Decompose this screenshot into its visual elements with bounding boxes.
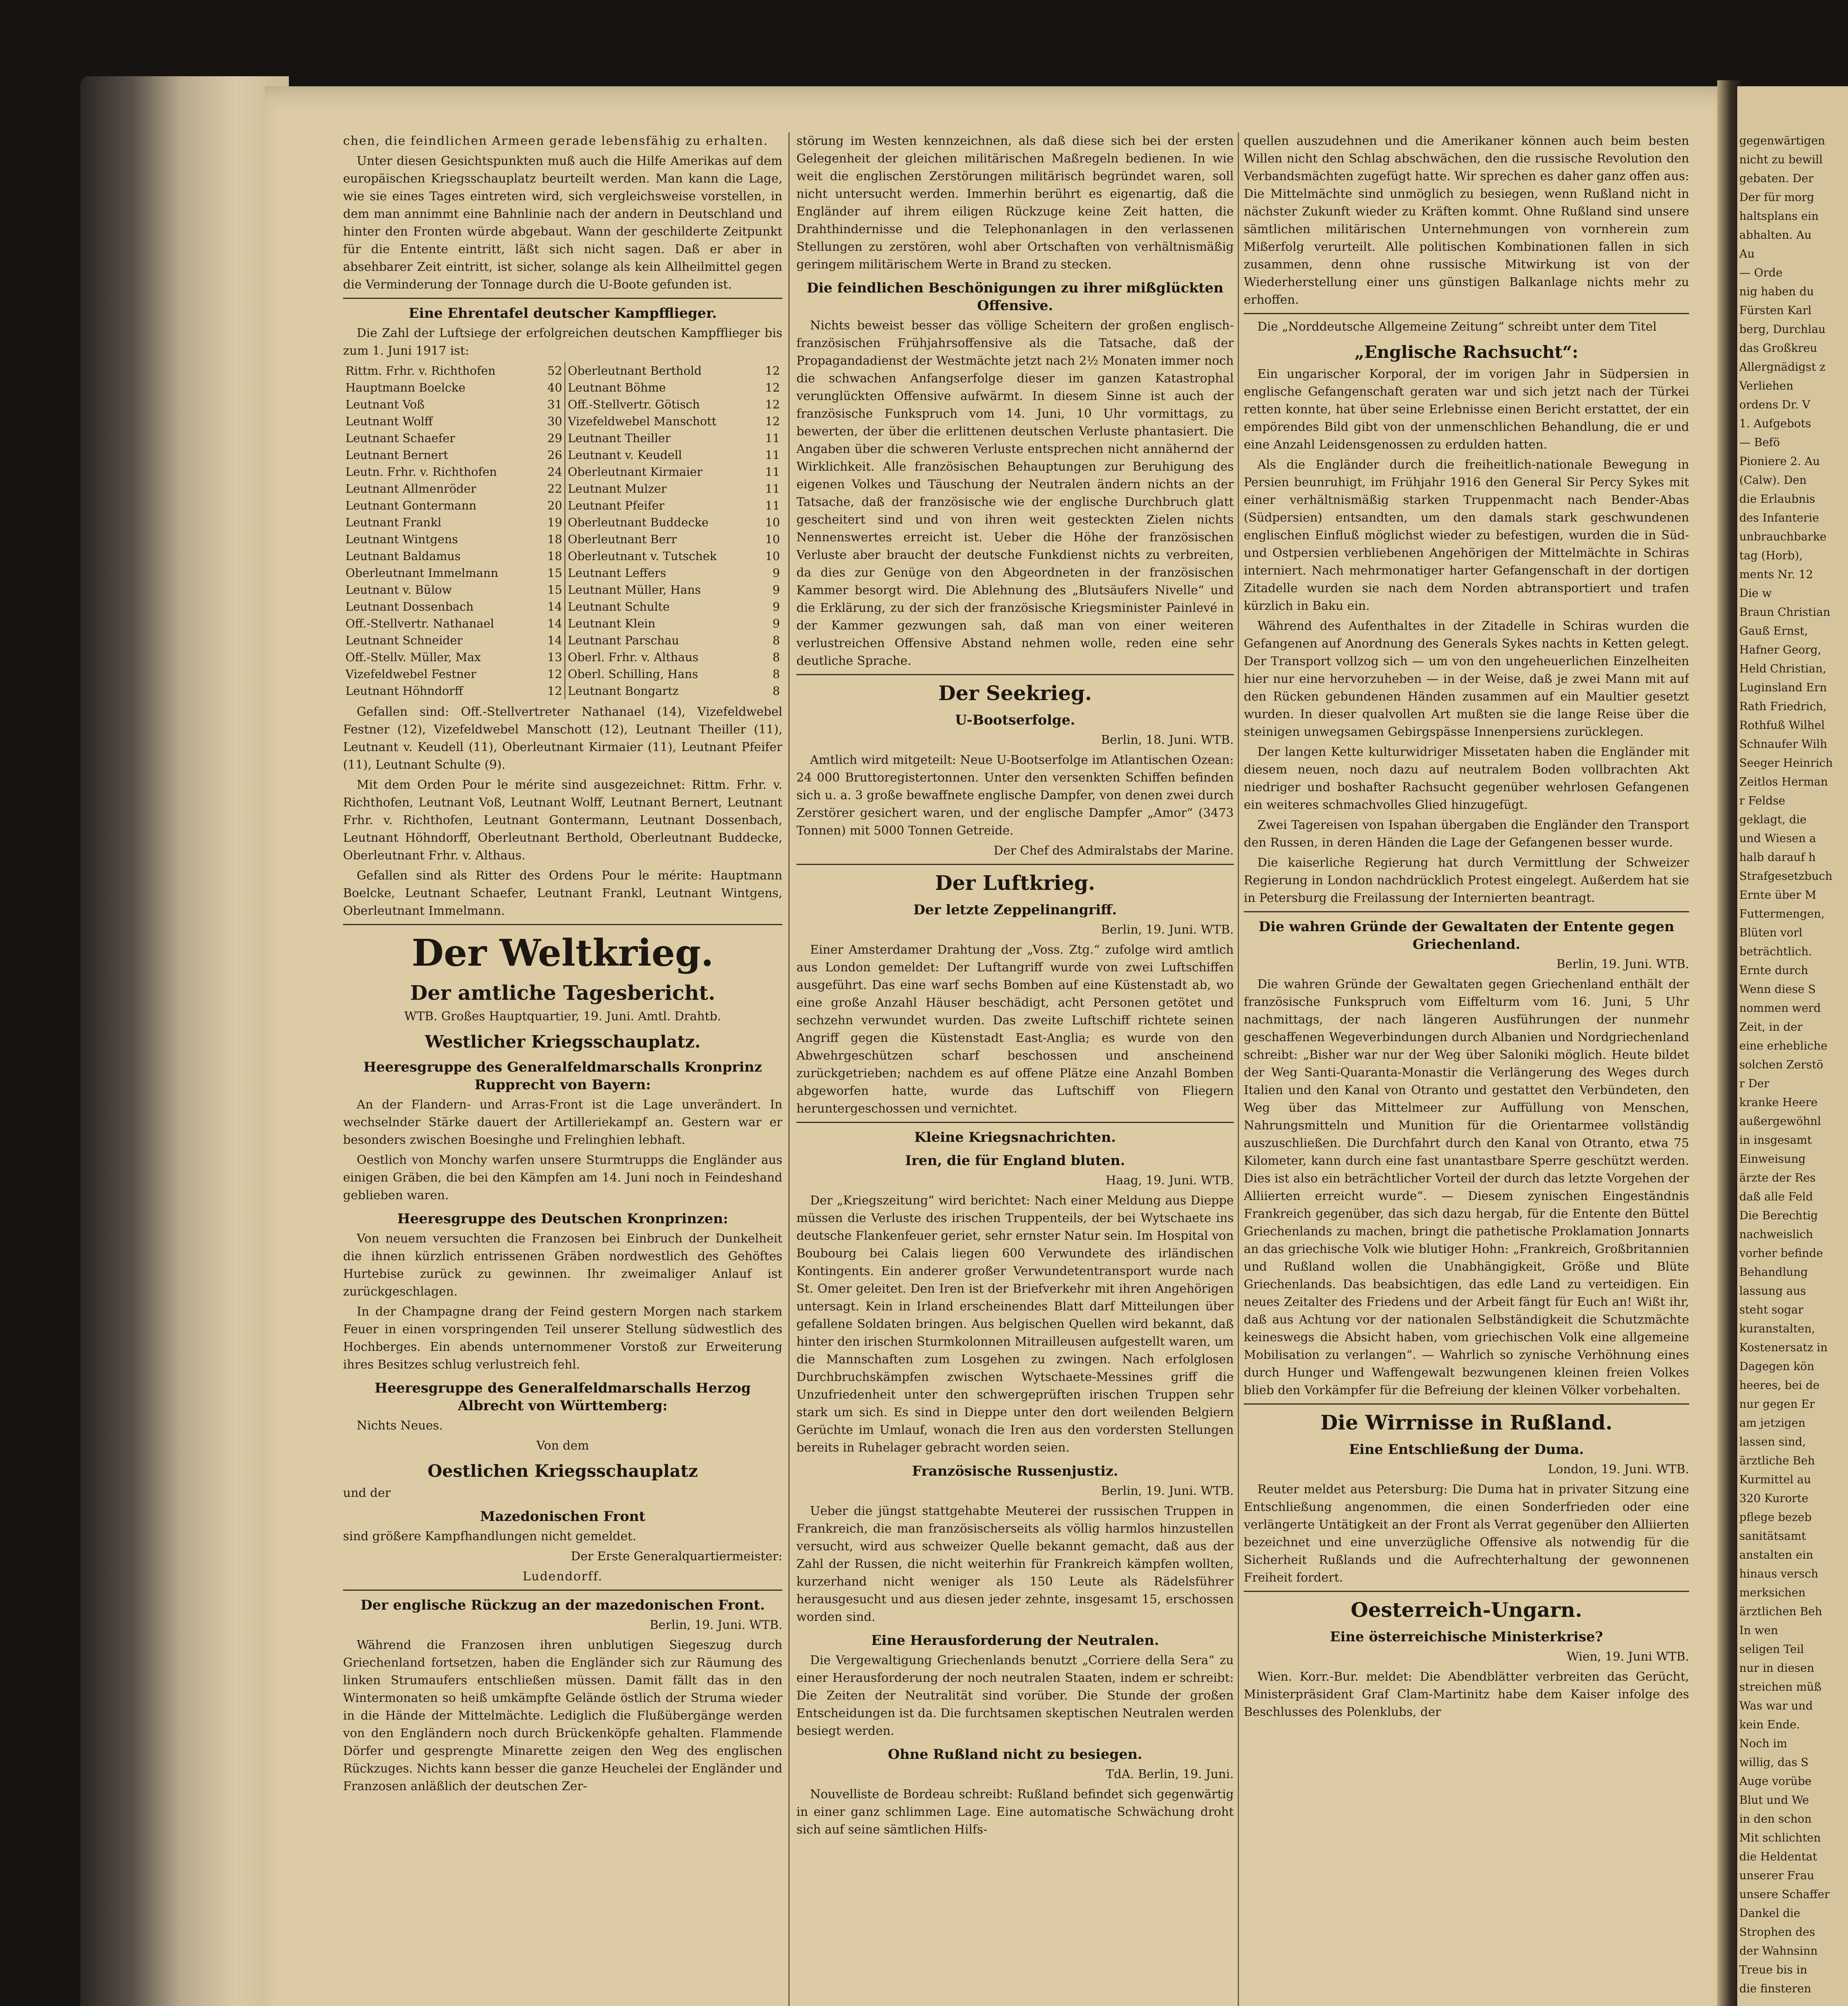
roll-name: Off.-Stellvertr. Götisch xyxy=(565,396,753,413)
roll-name: Leutnant Allmenröder xyxy=(345,482,477,495)
roll-name: Oberleutnant Kirmaier xyxy=(565,463,753,480)
army-group-rupprecht-title: Heeresgruppe des Generalfeldmarschalls Kronprinz Rupprecht von Bayern: xyxy=(363,1059,762,1093)
paragraph: sind größere Kampfhandlungen nicht gemeldet. xyxy=(343,1529,636,1543)
cutoff-line: nur in diesen xyxy=(1739,1661,1814,1675)
paragraph: Ein ungarischer Korporal, der im vorigen Jahr in Südpersien in englische Gefangenschaft geraten war und sich jetzt nach der Türkei retten konnte, hat über seine Erlebnisse einen Bericht erstattet, der ein empörendes Bild gibt von der unmenschlichen Behandlung, die er und eine Anzahl Leidensgenossen zu erdulden hatten. xyxy=(1244,367,1689,452)
east-front-title: Oestlichen Kriegsschauplatz xyxy=(427,1461,698,1481)
roll-name: Leutnant Parschau xyxy=(565,632,753,649)
luftkrieg-title: Der Luftkrieg. xyxy=(935,871,1095,895)
cutoff-line: Schnaufer Wilh xyxy=(1739,737,1828,751)
roll-name: Leutnant Schneider xyxy=(345,633,463,647)
honor-roll-row xyxy=(343,447,782,463)
divider xyxy=(343,298,782,299)
honor-roll-row xyxy=(343,531,782,548)
honor-roll-row xyxy=(343,396,782,413)
honor-roll-row xyxy=(343,666,782,682)
column-1 xyxy=(343,132,782,2006)
seekrieg-title: Der Seekrieg. xyxy=(938,681,1092,705)
cutoff-line: Wenn diese S xyxy=(1739,983,1816,996)
roll-name: Rittm. Frhr. v. Richthofen xyxy=(345,364,496,378)
honor-roll-row xyxy=(343,615,782,632)
roll-name: Leutnant Müller, Hans xyxy=(565,581,753,598)
cutoff-line: Ernte durch xyxy=(1739,964,1808,977)
cutoff-line: Auge vorübe xyxy=(1739,1775,1812,1788)
cutoff-line: ments Nr. 12 xyxy=(1739,568,1813,581)
divider xyxy=(1244,1403,1689,1405)
iren-title: Iren, die für England bluten. xyxy=(905,1153,1125,1169)
roll-count: 10 xyxy=(765,549,780,563)
divider xyxy=(1244,911,1689,912)
cutoff-line: r Feldse xyxy=(1739,794,1785,807)
cutoff-line: Seeger Heinrich xyxy=(1739,756,1833,770)
roll-count: 20 xyxy=(547,499,563,512)
duma-title: Eine Entschließung der Duma. xyxy=(1349,1442,1584,1458)
paragraph: Nouvelliste de Bordeau schreibt: Rußland befindet sich gegenwärtig in einer ganz schlimmen Lage. Eine automatische Schwächung droht sich auf seine sämtlichen Hilfs- xyxy=(796,1787,1234,1837)
divider xyxy=(1244,313,1689,314)
roll-name: Leutnant Wintgens xyxy=(345,532,458,546)
honor-roll-row xyxy=(343,632,782,649)
roll-name: Oberl. Schilling, Hans xyxy=(565,666,753,682)
cutoff-line: (Calw). Den xyxy=(1739,473,1807,487)
roll-count: 26 xyxy=(547,448,563,462)
paragraph: Von neuem versuchten die Franzosen bei Einbruch der Dunkelheit die ihnen kürzlich entrissenen Gräben nordwestlich des Gehöftes Hurtebise zurück zu gewinnen. Ihr zweimaliger Anlauf ist zurückgeschlagen. xyxy=(343,1232,782,1299)
cutoff-line: kuranstalten, xyxy=(1739,1322,1816,1335)
roll-count: 11 xyxy=(765,465,780,479)
cutoff-line: Was war und xyxy=(1739,1699,1813,1712)
paragraph: Oestlich von Monchy warfen unsere Sturmtrupps die Engländer aus einigen Gräben, die bei den Kämpfen am 14. Juni noch in Feindeshand geblieben waren. xyxy=(343,1153,782,1202)
signature-name: Ludendorff. xyxy=(522,1569,603,1584)
honor-roll-row xyxy=(343,463,782,480)
cutoff-line: 1. Aufgebots xyxy=(1739,417,1811,430)
cutoff-line: Der für morg xyxy=(1739,191,1814,204)
cutoff-line: heeres, bei de xyxy=(1739,1379,1820,1392)
cutoff-line: Pioniere 2. Au xyxy=(1739,455,1820,468)
cutoff-line: außergewöhnl xyxy=(1739,1115,1821,1128)
paragraph: Nichts Neues. xyxy=(357,1419,443,1433)
roll-count: 11 xyxy=(765,499,780,512)
cutoff-line: lassung aus xyxy=(1739,1284,1806,1297)
cutoff-line: gebaten. Der xyxy=(1739,172,1814,185)
zeppelin-title: Der letzte Zeppelinangriff. xyxy=(913,902,1117,918)
roll-name: Leutnant Voß xyxy=(345,398,425,411)
cutoff-line: kein Ende. xyxy=(1739,1718,1800,1731)
cutoff-line: Die Berechtig xyxy=(1739,1209,1818,1222)
cutoff-line: in den schon xyxy=(1739,1812,1812,1825)
army-group-kronprinz-title: Heeresgruppe des Deutschen Kronprinzen: xyxy=(397,1211,728,1227)
paragraph: Reuter meldet aus Petersburg: Die Duma hat in privater Sitzung eine Entschließung angenommen, die einen Sonderfrieden oder eine verlängerte Untätigkeit an der Front als Verrat gegenüber den Alliierten bezeichnet und eine unverzügliche Offensive als notwendig für die Sicherheit Rußlands und die Aufrechterhaltung der gewonnenen Freiheit fordert. xyxy=(1244,1482,1689,1585)
roll-count: 14 xyxy=(547,600,563,613)
honor-roll-row xyxy=(343,682,782,699)
cutoff-line: halb darauf h xyxy=(1739,851,1816,864)
von-dem: Von dem xyxy=(536,1439,589,1453)
cutoff-line: Rothfuß Wilhel xyxy=(1739,719,1825,732)
cutoff-line: Allergnädigst z xyxy=(1739,360,1826,374)
cutoff-line: geklagt, die xyxy=(1739,813,1807,826)
roll-name: Leutnant Klein xyxy=(565,615,753,632)
honor-roll-row xyxy=(343,497,782,514)
roll-name: Leutnant Baldamus xyxy=(345,549,461,563)
roll-count: 12 xyxy=(765,414,780,428)
roll-name: Vizefeldwebel Festner xyxy=(345,667,477,681)
cutoff-line: haltsplans ein xyxy=(1739,209,1819,223)
ministerkrise-title: Eine österreichische Ministerkrise? xyxy=(1330,1629,1603,1645)
zeppelin-dateline: Berlin, 19. Juni. WTB. xyxy=(1101,923,1234,937)
paragraph: Nichts beweist besser das völlige Scheitern der großen englisch-französischen Frühjahrsoffensive als die Tatsache, daß der Propagandadienst der Westmächte jetzt nach 2½ Monaten immer noch die schwachen Anfangserfolge dieser im ganzen Katastrophal verunglückten Offensive aufwärmt. In diesem Sinne ist auch der französische Funkspruch vom 14. Juni, 10 Uhr vormittags, zu bewerten, der über die erlittenen deutschen Verluste phantasiert. Die Angaben über die schweren Verluste entsprechen nicht annähernd der Wirklichkeit. Alle französischen Behauptungen zur Beruhigung des eigenen Volkes und Täuschung der Neutralen ändern nichts an der Tatsache, daß der französische wie der englische Durchbruch glatt gescheitert sind und von ihren weit gesteckten Zielen nichts Nennenswertes erreicht ist. Ueber die Höhe der französischen Verluste aber braucht der deutsche Funkdienst nichts zu verbreiten, da dies zur Genüge von den Abgeordneten in der französischen Kammer besorgt wird. Die Ablehnung des „Blutsäufers Nivelle“ und die Erklärung, zu der sich der französische Kriegsminister Painlevé in der Kammer gezwungen sah, daß man von einer weiteren verlustreichen Offensive Abstand nehmen wolle, reden eine sehr deutliche Sprache. xyxy=(796,319,1234,668)
paragraph: Während die Franzosen ihren unblutigen Siegeszug durch Griechenland fortsetzen, haben die Engländer sich zur Räumung des linken Strumaufers entschließen müssen. Damit fällt das in den Wintermonaten so heiß umkämpfte Gelände östlich der Struma wieder in die Hände der Mittelmächte. Lediglich die Flußübergänge werden von den Engländern noch durch Brückenköpfe gehalten. Flammende Dörfer und gesprengte Minarette zeigen den Weg des englischen Rückzuges. Nichts kann besser die ganze Heuchelei der Engländer und Franzosen anläßlich der deutschen Zer- xyxy=(343,1638,782,1793)
cutoff-line: solchen Zerstö xyxy=(1739,1058,1824,1071)
roll-name: Off.-Stellvertr. Nathanael xyxy=(345,617,494,630)
cutoff-line: ärztlichen Beh xyxy=(1739,1605,1822,1618)
cutoff-line: tag (Horb), xyxy=(1739,549,1803,562)
uboot-title: U-Bootserfolge. xyxy=(955,712,1075,728)
cutoff-line: Blut und We xyxy=(1739,1793,1809,1807)
roll-count: 29 xyxy=(547,431,563,445)
wirrnisse-title: Die Wirrnisse in Rußland. xyxy=(1320,1411,1613,1434)
cutoff-line: Einweisung xyxy=(1739,1152,1806,1165)
cutoff-line: in insgesamt xyxy=(1739,1133,1812,1147)
cutoff-line: nur gegen Er xyxy=(1739,1397,1815,1411)
roll-name: Leutnant Mulzer xyxy=(565,480,753,497)
roll-count: 30 xyxy=(547,414,563,428)
roll-name: Leutnant Wolff xyxy=(345,414,433,428)
west-front-title: Westlicher Kriegsschauplatz. xyxy=(424,1032,701,1052)
honor-roll-row xyxy=(343,598,782,615)
cutoff-line: merksichen xyxy=(1739,1586,1806,1599)
cutoff-line: Kostenersatz in xyxy=(1739,1341,1828,1354)
russenjustiz-dateline: Berlin, 19. Juni. WTB. xyxy=(1101,1484,1234,1498)
cutoff-line: Fürsten Karl xyxy=(1739,304,1811,317)
honor-roll-row xyxy=(343,480,782,497)
divider xyxy=(1244,1591,1689,1592)
roll-count: 12 xyxy=(547,684,563,698)
honor-roll-row xyxy=(343,413,782,430)
roll-count: 8 xyxy=(772,633,780,647)
cutoff-line: Luginsland Ern xyxy=(1739,681,1827,694)
paragraph: Die kaiserliche Regierung hat durch Vermittlung der Schweizer Regierung in London nachdrücklich Protest eingelegt. Außerdem hat sie in Petersburg die Freilassung der Internierten beantragt. xyxy=(1244,856,1689,905)
roll-count: 11 xyxy=(765,431,780,445)
paragraph: chen, die feindlichen Armeen gerade lebensfähig zu erhalten. xyxy=(343,134,768,148)
roll-count: 11 xyxy=(765,482,780,495)
gruende-dateline: Berlin, 19. Juni. WTB. xyxy=(1556,957,1689,971)
roll-name: Leutnant Bongartz xyxy=(565,682,753,699)
cutoff-line: Hafner Georg, xyxy=(1739,643,1822,656)
honor-roll-row xyxy=(343,379,782,396)
cutoff-line: hinaus versch xyxy=(1739,1567,1818,1580)
iren-dateline: Haag, 19. Juni. WTB. xyxy=(1105,1174,1234,1188)
roll-count: 18 xyxy=(547,532,563,546)
cutoff-line: die Erlaubnis xyxy=(1739,492,1816,506)
honor-roll-row xyxy=(343,581,782,598)
paragraph: Während des Aufenthaltes in der Zitadelle in Schiras wurden die Gefangenen auf Anordnung des Generals Sykes nachts in Ketten gelegt. Der Transport vollzog sich — um von den ungeheuerlichen Einzelheiten hier nur eine hervorzuheben — in der Weise, daß je zwei Mann mit auf den Rücken gebundenen Händen zusammen auf ein Maultier gesetzt wurden. In dieser qualvollen Art mußten sie die lange Reise über die steinigen unwegsamen Gebirgspässe Innenpersiens zurücklegen. xyxy=(1244,619,1689,739)
paragraph: Der „Kriegszeitung“ wird berichtet: Nach einer Meldung aus Dieppe müssen die Verluste des irischen Truppenteils, der bei Wytschaete ins deutsche Flankenfeuer geriet, sehr ernster Natur sein. Im Hospital von Boubourg bei Calais liegen 600 Verwundete des irländischen Kontingents. Ein anderer großer Verwundetentransport wurde nach St. Omer geleitet. Den Iren ist der Briefverkehr mit ihren Angehörigen untersagt. Kein in Irland erscheinendes Blatt darf Mitteilungen über gefallene Soldaten bringen. Aus belgischen Quellen wird bekannt, daß hinter den irischen Sturmkolonnen Mitrailleusen aufgestellt waren, um die Mannschaften zum Losgehen zu zwingen. Nach erfolglosen Durchbruchskämpfen zwischen Wytschaete-Messines griff die Unzufriedenheit unter den schwergeprüften irischen Truppen sehr stark um sich. Es sind in Dieppe unter den dort weilenden Belgiern Gerüchte im Umlauf, wonach die Iren aus den vordersten Stellungen bereits in Ruhelager gebracht worden seien. xyxy=(796,1194,1234,1455)
roll-count: 12 xyxy=(547,667,563,681)
paragraph: Amtlich wird mitgeteilt: Neue U-Bootserfolge im Atlantischen Ozean: 24 000 Bruttoregistertonnen. Unter den versenkten Schiffen befinden sich u. a. 3 große bewaffnete englische Dampfer, von denen zwei durch Zerstörer gesichert waren, und der englische Dampfer „Amor“ (3473 Tonnen) mit 5000 Tonnen Getreide. xyxy=(796,753,1234,838)
roll-name: Leutnant Theiller xyxy=(565,430,753,447)
cutoff-line: r Der xyxy=(1739,1077,1769,1090)
paragraph: Unter diesen Gesichtspunkten muß auch die Hilfe Amerikas auf dem europäischen Kriegsschauplatz beurteilt werden. Man kann die Lage, wie sie eines Tages eintreten wird, sich vergleichsweise vorstellen, in dem man annimmt eine Bahnlinie nach der andern in Deutschland und hinter den Fronten würde abgebaut. Wann der geschilderte Zeitpunkt für die Entente eintritt, läßt sich nicht sagen. Daß er aber in absehbarer Zeit eintritt, ist sicher, solange als kein Allheilmittel gegen die Verminderung der Tonnage durch die U-Boote gefunden ist. xyxy=(343,154,782,292)
fallen-knights-list: Gefallen sind als Ritter des Ordens Pour le mérite: Hauptmann Boelcke, Leutnant Schaefer, Leutnant Frankl, Leutnant Wintgens, Oberleutnant Immelmann. xyxy=(343,869,782,918)
cutoff-line: unsere Schaffer xyxy=(1739,1888,1830,1901)
beschoenigungen-title: Die feindlichen Beschönigungen zu ihrer mißglückten Offensive. xyxy=(806,280,1224,314)
honor-roll-row xyxy=(343,649,782,666)
uboot-signature: Der Chef des Admiralstabs der Marine. xyxy=(993,844,1234,858)
army-group-albrecht-title: Heeresgruppe des Generalfeldmarschalls Herzog Albrecht von Württemberg: xyxy=(374,1380,751,1414)
cutoff-line: beträchtlich. xyxy=(1739,945,1812,958)
roll-count: 12 xyxy=(765,398,780,411)
roll-name: Oberleutnant v. Tutschek xyxy=(565,548,753,564)
roll-name: Leutnant Schulte xyxy=(565,598,753,615)
cutoff-line: Futtermengen, xyxy=(1739,907,1825,920)
cutoff-line: Die w xyxy=(1739,587,1772,600)
paragraph: Als die Engländer durch die freiheitlich-nationale Bewegung in Persien beunruhigt, im Frühjahr 1916 den General Sir Percy Sykes mit einer verhältnismäßig starken Truppenmacht nach Bender-Abas (Südpersien) entsandten, um den damals stark geschwundenen englischen Einfluß möglichst wieder zu befestigen, wurden die in Süd- und Ostpersien verbliebenen Angehörigen der Mittelmächte in Schiras interniert. Nach mehrmonatiger harter Gefangenschaft in der dortigen Zitadelle wurden sie nach dem Norden abtransportiert und trafen kürzlich in Baku ein. xyxy=(1244,458,1689,613)
cutoff-line: lassen sind, xyxy=(1739,1435,1806,1448)
roll-count: 8 xyxy=(772,650,780,664)
cutoff-line: In wen xyxy=(1739,1624,1778,1637)
roll-name: Leutnant Leffers xyxy=(565,564,753,581)
cutoff-line: ordens Dr. V xyxy=(1739,398,1810,411)
roll-name: Leutn. Frhr. v. Richthofen xyxy=(345,465,497,479)
cutoff-line: Zeit, in der xyxy=(1739,1020,1803,1033)
cutoff-line: pflege bezeb xyxy=(1739,1511,1812,1524)
roll-name: Vizefeldwebel Manschott xyxy=(565,413,753,430)
cutoff-line: nommen werd xyxy=(1739,1001,1821,1015)
uboot-dateline: Berlin, 18. Juni. WTB. xyxy=(1101,733,1234,747)
paragraph: Zwei Tagereisen von Ispahan übergaben die Engländer den Transport den Russen, in deren Händen die Lage der Gefangenen besser wurde. xyxy=(1244,818,1689,850)
cutoff-line: 320 Kurorte xyxy=(1739,1492,1809,1505)
cutoff-line: berg, Durchlau xyxy=(1739,323,1826,336)
honor-roll-title: Eine Ehrentafel deutscher Kampfflieger. xyxy=(408,305,717,321)
pour-le-merite-list: Mit dem Orden Pour le mérite sind ausgezeichnet: Rittm. Frhr. v. Richthofen, Leutnant Voß, Leutnant Wolff, Leutnant Bernert, Leutnant Frhr. v. Richthofen, Leutnant Gontermann, Leutnant Dossenbach, Leutnant Höhndorff, Oberleutnant Berthold, Oberleutnant Buddecke, Oberleutnant Frhr. v. Althaus. xyxy=(343,778,782,863)
honor-roll-row xyxy=(343,362,782,379)
divider xyxy=(343,924,782,925)
ohne-russland-title: Ohne Rußland nicht zu besiegen. xyxy=(887,1746,1143,1762)
roll-count: 9 xyxy=(772,566,780,580)
cutoff-line: Ernte über M xyxy=(1739,888,1817,901)
fallen-list: Gefallen sind: Off.-Stellvertreter Nathanael (14), Vizefeldwebel Festner (12), Vizefeldwebel Manschott (12), Leutnant Theiller (11), Leutnant v. Keudell (11), Oberleutnant Kirmaier (11), Leutnant Pfeifer (11), Leutnant Schulte (9). xyxy=(343,705,782,772)
gruende-title: Die wahren Gründe der Gewaltaten der Entente gegen Griechenland. xyxy=(1259,919,1674,952)
paragraph: Die Vergewaltigung Griechenlands benutzt „Corriere della Sera“ zu einer Herausforderung der noch neutralen Staaten, indem er schreibt: Die Zeiten der Neutralität sind vorüber. Die Stunde der großen Entscheidungen ist da. Die furchtsamen skeptischen Neutralen werden besiegt werden. xyxy=(796,1653,1234,1738)
cutoff-line: Behandlung xyxy=(1739,1265,1808,1279)
divider xyxy=(343,1590,782,1591)
roll-count: 14 xyxy=(547,617,563,630)
cutoff-line: ärzte der Res xyxy=(1739,1171,1816,1184)
neutrale-title: Eine Herausforderung der Neutralen. xyxy=(871,1632,1159,1649)
cutoff-line: daß alle Feld xyxy=(1739,1190,1813,1203)
roll-count: 10 xyxy=(765,516,780,529)
cutoff-line: Mit schlichten xyxy=(1739,1831,1821,1844)
roll-name: Leutnant Höhndorff xyxy=(345,684,463,698)
duma-dateline: London, 19. Juni. WTB. xyxy=(1548,1462,1689,1476)
roll-count: 12 xyxy=(765,364,780,378)
cutoff-line: Strafgesetzbuch xyxy=(1739,869,1832,883)
roll-count: 8 xyxy=(772,684,780,698)
cutoff-line: das Großkreu xyxy=(1739,341,1818,355)
cutoff-line: Held Christian, xyxy=(1739,662,1826,675)
paragraph: Die wahren Gründe der Gewaltaten gegen Griechenland enthält der französische Funkspruch vom Eiffelturm vom 16. Juni, 5 Uhr nachmittags, der nach längeren Ausführungen der nunmehr geschaffenen Wegeverbindungen durch Albanien und Nordgriechenland schreibt: „Bisher war nur der Weg über Saloniki möglich. Heute bildet der Weg Santi-Quaranta-Monastir die Verlängerung des Weges durch Italien und den Kanal von Otranto und gestattet den Verbündeten, den Weg über das Mittelmeer zur Auffüllung von Menschen, Nahrungsmitteln und Munition für die Orientarmee vollständig auszuschließen. Die Durchfahrt durch den Kanal von Otranto, etwa 75 Kilometer, kann durch eine fast unantastbare Sperre geschützt werden. Dies ist also ein beträchtlicher Vorteil der durch das letzte Vorgehen der Alliierten erreicht wurde“. — Diesem zynischen Eingeständnis Frankreich gegenüber, das sich dazu hergab, für die Entente den Büttel Griechenlands zu machen, bringt die pathetische Proklamation Jonnarts an das griechische Volk wie blutiger Hohn: „Frankreich, Großbritannien und Rußland wollen die Unabhängigkeit, Größe und Blüte Griechenlands. Das beabsichtigen, das edle Land zu verteidigen. Ein neues Zeitalter des Friedens und der Arbeit fängt für Euch an! Wißt ihr, daß aus Achtung vor der nationalen Selbständigkeit die Schutzmächte keineswegs die Absicht haben, vom griechischen Volk eine allgemeine Mobilisation zu verlangen“. — Wahrlich so zynische Verhöhnung eines durch Hunger und Waffengewalt bezwungenen kleinen freien Volkes blieb den Vorkämpfer für die Befreiung der kleinen Völker vorbehalten. xyxy=(1244,977,1689,1397)
paragraph: quellen auszudehnen und die Amerikaner können auch beim besten Willen nicht den Schlag abschwächen, den die russische Revolution den Verbandsmächten zugefügt hatte. Wir sprechen es daher ganz offen aus: Die Mittelmächte sind unmöglich zu besiegen, wenn Rußland nicht in nächster Zukunft wieder zu Kräften kommt. Ohne Rußland sind unsere sämtlichen militärischen Unternehmungen von vornherein zum Mißerfolg verurteilt. Alle politischen Kombinationen fallen in sich zusammen, denn ohne russische Mitwirkung ist von der Wiederherstellung einer uns günstigen Balkanlage nichts mehr zu erhoffen. xyxy=(1244,134,1689,307)
roll-name: Leutnant Gontermann xyxy=(345,499,477,512)
roll-name: Leutnant v. Keudell xyxy=(565,447,753,463)
cutoff-line: Verliehen xyxy=(1739,379,1793,392)
paragraph: Ueber die jüngst stattgehabte Meuterei der russischen Truppen in Frankreich, die man französischerseits als völlig harmlos hinzustellen versucht, wird aus schweizer Quelle bekannt gemacht, daß aus der Zahl der Russen, die nicht weiterhin für Frankreich kämpfen wollten, kurzerhand nicht weniger als 150 Leute als Rädelsführer herausgesucht und aus diesen jeder zehnte, insgesamt 15, erschossen worden sind. xyxy=(796,1504,1234,1624)
honor-roll-intro: Die Zahl der Luftsiege der erfolgreichen deutschen Kampfflieger bis zum 1. Juni 1917 ist: xyxy=(343,326,782,358)
paragraph: Der langen Kette kulturwidriger Missetaten haben die Engländer mit diesem neuen, noch dazu auf neutralem Boden vollbrachten Akt niedriger und boshafter Rachsucht gegenüber wehrlosen Gefangenen ein weiteres schmachvolles Glied hinzugefügt. xyxy=(1244,745,1689,812)
cutoff-line: steht sogar xyxy=(1739,1303,1803,1316)
cutoff-line: Noch im xyxy=(1739,1737,1787,1750)
cutoff-line: ärztliche Beh xyxy=(1739,1454,1815,1467)
rueckzug-dateline: Berlin, 19. Juni. WTB. xyxy=(650,1618,782,1632)
column-rule xyxy=(788,132,790,2006)
oesterreich-title: Oesterreich-Ungarn. xyxy=(1350,1598,1582,1622)
divider xyxy=(796,674,1234,675)
cutoff-line: unserer Frau xyxy=(1739,1869,1814,1882)
roll-name: Oberleutnant Berthold xyxy=(565,362,753,379)
roll-name: Oberleutnant Buddecke xyxy=(565,514,753,531)
ministerkrise-dateline: Wien, 19. Juni WTB. xyxy=(1566,1650,1689,1664)
cutoff-line: Blüten vorl xyxy=(1739,926,1803,939)
roll-count: 24 xyxy=(547,465,563,479)
cutoff-line: Braun Christian xyxy=(1739,605,1830,619)
paragraph: An der Flandern- und Arras-Front ist die Lage unverändert. In wechselnder Stärke dauert der Artilleriekampf an. Gestern war er besonders zwischen Boesinghe und Frelinghien lebhaft. xyxy=(343,1098,782,1147)
cutoff-line: Strophen des xyxy=(1739,1925,1815,1939)
cutoff-line: Gauß Ernst, xyxy=(1739,624,1808,638)
column-2 xyxy=(796,132,1234,2006)
honor-roll-row xyxy=(343,548,782,564)
cutoff-line: nig haben du xyxy=(1739,285,1814,298)
roll-name: Leutnant Schaefer xyxy=(345,431,455,445)
column-3 xyxy=(1244,132,1689,2006)
cutoff-line: anstalten ein xyxy=(1739,1548,1813,1561)
kleine-nachrichten-title: Kleine Kriegsnachrichten. xyxy=(914,1129,1116,1145)
cutoff-line: Kurmittel au xyxy=(1739,1473,1811,1486)
cutoff-line: gegenwärtigen xyxy=(1739,134,1825,147)
cutoff-line: der Wahnsinn xyxy=(1739,1944,1818,1957)
cutoff-line: seligen Teil xyxy=(1739,1643,1804,1656)
roll-count: 52 xyxy=(547,364,563,378)
cutoff-line: und Wiesen a xyxy=(1739,832,1816,845)
roll-count: 13 xyxy=(547,650,563,664)
roll-count: 22 xyxy=(547,482,563,495)
cutoff-line: Dankel die xyxy=(1739,1907,1801,1920)
cutoff-line: Rath Friedrich, xyxy=(1739,700,1827,713)
divider xyxy=(796,1122,1234,1123)
cutoff-line: nicht zu bewill xyxy=(1739,153,1823,166)
cutoff-line: eine erhebliche xyxy=(1739,1039,1828,1052)
roll-count: 15 xyxy=(547,566,563,580)
cutoff-line: Zeitlos Herman xyxy=(1739,775,1828,788)
cutoff-line: Treue bis in xyxy=(1739,1963,1807,1976)
roll-name: Oberl. Frhr. v. Althaus xyxy=(565,649,753,666)
roll-count: 10 xyxy=(765,532,780,546)
roll-name: Leutnant Bernert xyxy=(345,448,448,462)
paragraph: In der Champagne drang der Feind gestern Morgen nach starkem Feuer in einen vorspringenden Teil unserer Stellung südwestlich des Hochberges. Ein abends unternommener Vorstoß zur Erweiterung ihres Besitzes schlug verlustreich fehl. xyxy=(343,1305,782,1372)
cutoff-line: unbrauchbarke xyxy=(1739,530,1827,543)
roll-count: 12 xyxy=(765,381,780,394)
ohne-russland-dateline: TdA. Berlin, 19. Juni. xyxy=(1106,1767,1234,1781)
paragraph: störung im Westen kennzeichnen, als daß diese sich bei der ersten Gelegenheit der gleichen militärischen Maßregeln bedienen. In wie weit die englischen Zerstörungen militärisch begründet waren, soll nicht untersucht werden. Immerhin berührt es eigenartig, daß die Engländer auf ihrem eiligen Rückzuge keine Zeit hatten, die Drahthindernisse und die Telephonanlagen in den verlassenen Stellungen zu zerstören, wohl aber Ortschaften von verhältnismäßig geringem militärischem Werte in Brand zu stecken. xyxy=(796,134,1234,272)
honor-roll-row xyxy=(343,514,782,531)
macedonian-front-title: Mazedonischen Front xyxy=(480,1509,646,1525)
tagesbericht-title: Der amtliche Tagesbericht. xyxy=(410,981,715,1005)
roll-count: 40 xyxy=(547,381,563,394)
roll-name: Oberleutnant Immelmann xyxy=(345,566,498,580)
weltkrieg-headline: Der Weltkrieg. xyxy=(412,931,714,975)
roll-count: 9 xyxy=(772,583,780,597)
roll-name: Leutnant Dossenbach xyxy=(345,600,474,613)
cutoff-line: die finsteren xyxy=(1739,1982,1811,1995)
cutoff-line: am jetzigen xyxy=(1739,1416,1805,1429)
divider xyxy=(796,864,1234,865)
roll-name: Leutnant Pfeifer xyxy=(565,497,753,514)
roll-count: 14 xyxy=(547,633,563,647)
cutoff-line: kranke Heere xyxy=(1739,1096,1818,1109)
paragraph: Einer Amsterdamer Drahtung der „Voss. Ztg.“ zufolge wird amtlich aus London gemeldet: Der Luftangriff wurde von zwei Luftschiffen ausgeführt. Das eine warf sechs Bomben auf eine Küstenstadt ab, wo eine große Anzahl Häuser beschädigt, acht Personen getötet und sechzehn verwundet wurden. Das zweite Luftschiff richtete seinen Angriff gegen die Küstenstadt East-Anglia; es wurde von den Abwehrgeschützen scharf beschossen und anscheinend zurückgetrieben; nachdem es auf offene Plätze eine Anzahl Bomben abgeworfen hatte, wurde das Luftschiff von Fliegern heruntergeschossen und vernichtet. xyxy=(796,943,1234,1116)
cutoff-line: — Befö xyxy=(1739,436,1780,449)
cutoff-line: des Infanterie xyxy=(1739,511,1819,524)
rachsucht-title: „Englische Rachsucht“: xyxy=(1355,342,1578,362)
honor-roll-table xyxy=(343,362,782,699)
rueckzug-title: Der englische Rückzug an der mazedonischen Front. xyxy=(360,1597,765,1613)
honor-roll-row xyxy=(343,430,782,447)
cutoff-line: streichen müß xyxy=(1739,1680,1822,1693)
und-der: und der xyxy=(343,1486,391,1500)
roll-name: Leutnant Böhme xyxy=(565,379,753,396)
cutoff-line: nachweislich xyxy=(1739,1228,1813,1241)
paragraph: Die „Norddeutsche Allgemeine Zeitung“ schreibt unter dem Titel xyxy=(1257,320,1657,334)
roll-count: 11 xyxy=(765,448,780,462)
signature-title: Der Erste Generalquartiermeister: xyxy=(571,1549,782,1563)
book-edge xyxy=(80,76,289,2006)
paragraph: Wien. Korr.-Bur. meldet: Die Abendblätter verbreiten das Gerücht, Ministerpräsident Graf Clam-Martinitz habe dem Kaiser infolge des Beschlusses des Polenklubs, der xyxy=(1244,1670,1689,1719)
honor-roll-row xyxy=(343,564,782,581)
cutoff-line: Au xyxy=(1739,247,1755,260)
cutoff-line: — Orde xyxy=(1739,266,1783,279)
tagesbericht-dateline: WTB. Großes Hauptquartier, 19. Juni. Amtl. Drahtb. xyxy=(404,1009,721,1023)
roll-count: 9 xyxy=(772,600,780,613)
cutoff-line: Dagegen kön xyxy=(1739,1360,1814,1373)
cutoff-line: die Heldentat xyxy=(1739,1850,1818,1863)
column-4-cutoff xyxy=(1739,132,1846,2006)
cutoff-line: abhalten. Au xyxy=(1739,228,1812,242)
cutoff-line: willig, das S xyxy=(1739,1756,1809,1769)
russenjustiz-title: Französische Russenjustiz. xyxy=(912,1463,1118,1479)
roll-name: Hauptmann Boelcke xyxy=(345,381,466,394)
roll-count: 18 xyxy=(547,549,563,563)
roll-name: Leutnant v. Bülow xyxy=(345,583,452,597)
roll-count: 19 xyxy=(547,516,563,529)
roll-count: 31 xyxy=(547,398,563,411)
roll-name: Oberleutnant Berr xyxy=(565,531,753,548)
column-rule xyxy=(1238,132,1239,2006)
cutoff-line: vorher befinde xyxy=(1739,1247,1823,1260)
roll-count: 8 xyxy=(772,667,780,681)
roll-name: Leutnant Frankl xyxy=(345,516,442,529)
cutoff-line: sanitätsamt xyxy=(1739,1529,1806,1543)
roll-name: Off.-Stellv. Müller, Max xyxy=(345,650,481,664)
roll-count: 9 xyxy=(772,617,780,630)
roll-count: 15 xyxy=(547,583,563,597)
